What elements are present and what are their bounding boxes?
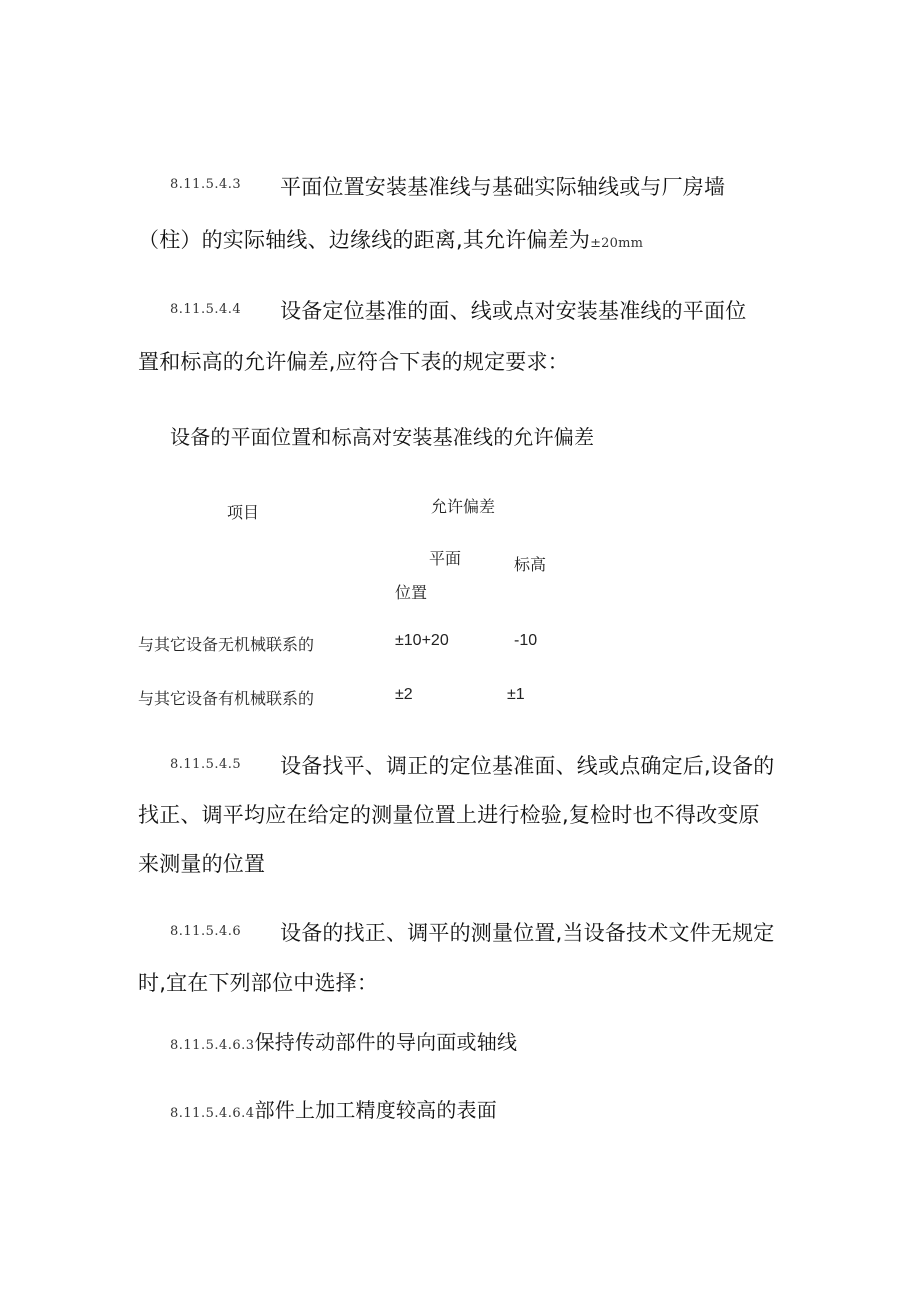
clause-text-line: 平面位置安装基准线与基础实际轴线或与厂房墙 <box>280 175 726 199</box>
clause-number: 8.11.5.4.4 <box>170 302 242 317</box>
clause-text-line: 找正、调平均应在给定的测量位置上进行检验,复检时也不得改变原 <box>138 803 760 827</box>
clause-text-line: 置和标高的允许偏差,应符合下表的规定要求： <box>138 350 569 374</box>
sub-item <box>170 1094 497 1123</box>
tolerance-value: ±20mm <box>590 236 644 251</box>
table-header-item: 项目 <box>227 503 260 522</box>
clause-number: 8.11.5.4.3 <box>170 177 242 192</box>
table-row-elevation: -10 <box>514 632 538 649</box>
table-row-plane: ±10+20 <box>395 632 449 649</box>
clause-text-line: 设备定位基准的面、线或点对安装基准线的平面位 <box>280 299 747 323</box>
clause-text-line: 设备的找正、调平的测量位置,当设备技术文件无规定 <box>280 921 775 945</box>
sub-item <box>170 1026 517 1055</box>
clause-text-line <box>138 224 643 254</box>
table-subheader-plane: 平面 <box>429 549 462 568</box>
sub-item-text: 部件上加工精度较高的表面 <box>254 1098 497 1122</box>
table-row-elevation: ±1 <box>507 686 525 703</box>
clause-number: 8.11.5.4.5 <box>170 757 242 772</box>
table-title: 设备的平面位置和标高对安装基准线的允许偏差 <box>170 425 595 449</box>
clause-text-line: 设备找平、调正的定位基准面、线或点确定后,设备的 <box>280 754 775 778</box>
clause-text-line: 来测量的位置 <box>138 852 266 876</box>
table-row-label: 与其它设备无机械联系的 <box>138 635 315 654</box>
clause-text: （柱）的实际轴线、边缘线的距离,其允许偏差为 <box>138 228 591 252</box>
sub-item-number: 8.11.5.4.6.3 <box>170 1038 255 1053</box>
sub-item-text: 保持传动部件的导向面或轴线 <box>254 1030 518 1054</box>
table-subheader-elevation: 标高 <box>514 555 547 574</box>
sub-item-number: 8.11.5.4.6.4 <box>170 1106 255 1121</box>
table-row-plane: ±2 <box>395 686 413 703</box>
table-header-tolerance: 允许偏差 <box>431 497 496 516</box>
clause-number: 8.11.5.4.6 <box>170 924 242 939</box>
table-row-label: 与其它设备有机械联系的 <box>138 689 315 708</box>
clause-text-line: 时,宜在下列部位中选择： <box>138 971 379 995</box>
table-subheader-position: 位置 <box>395 583 428 602</box>
